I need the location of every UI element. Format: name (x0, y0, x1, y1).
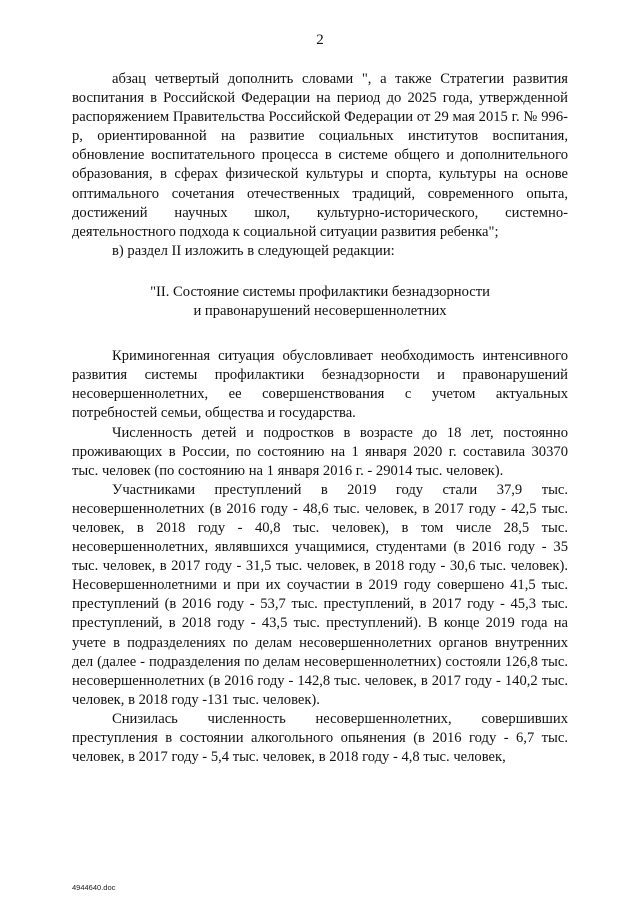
paragraph-criminogenic-situation: Криминогенная ситуация обусловливает необходимость интенсивного развития системы профилактики безнадзорности и правонарушений несовершеннолетних, ее совершенствования с учетом актуальных потребностей семьи, общества и государства. (72, 348, 568, 422)
footer-document-id: 4944640.doc (72, 883, 116, 892)
section-heading-line-1: "II. Состояние системы профилактики безнадзорности (150, 283, 490, 300)
paragraph-amendment-text: абзац четвертый дополнить словами ", а также Стратегии развития воспитания в Российской Федерации на период до 2025 года, утвержденной распоряжением Правительства Российской Федерации от 29 мая 2015 г. № 996-р, ориентированной на развитие социальных институтов воспитания, обновление воспитательного процесса в системе общего и дополнительного образования, в сферах физической культуры и спорта, культуры на основе оптимального сочетания отечественных традиций, современного опыта, достижений научных школ, культурно-исторического, системно-деятельностного подхода к социальной ситуации развития ребенка"; (72, 71, 568, 240)
section-heading-line-2: и правонарушений несовершеннолетних (193, 303, 447, 320)
page-number: 2 (316, 32, 324, 48)
paragraph-children-count: Численность детей и подростков в возрасте до 18 лет, постоянно проживающих в России, по состоянию на 1 января 2020 г. составила 30370 тыс. человек (по состоянию на 1 января 2016 г. - 29014 тыс. человек). (72, 424, 568, 479)
paragraph-alcohol-crimes: Снизилась численность несовершеннолетних, совершивших преступления в состоянии алкогольного опьянения (в 2016 году - 6,7 тыс. человек, в 2017 году - 5,4 тыс. человек, в 2018 году - 4,8 тыс. человек, (72, 710, 568, 766)
section-heading (72, 283, 568, 321)
paragraph-section-instruction: в) раздел II изложить в следующей редакции: (112, 242, 395, 259)
document-body (72, 70, 568, 767)
paragraph-crime-participants: Участниками преступлений в 2019 году стали 37,9 тыс. несовершеннолетних (в 2016 году - 48,6 тыс. человек, в 2017 году - 42,5 тыс. человек, в 2018 году - 40,8 тыс. человек), в том числе 28,5 тыс. несовершеннолетних, являвшихся учащимися, студентами (в 2016 году - 35 тыс. человек, в 2017 году - 31,5 тыс. человек, в 2018 году - 30,6 тыс. человек). Несовершеннолетними и при их соучастии в 2019 году совершено 41,5 тыс. преступлений (в 2016 году - 53,7 тыс. преступлений, в 2017 году - 45,3 тыс. преступлений, в 2018 году - 43,5 тыс. преступлений). В конце 2019 года на учете в подразделениях по делам несовершеннолетних органов внутренних дел (далее - подразделения по делам несовершеннолетних) состояли 126,8 тыс. несовершеннолетних (в 2016 году - 142,8 тыс. человек, в 2017 году - 140,2 тыс. человек, в 2018 году -131 тыс. человек). (72, 481, 568, 708)
